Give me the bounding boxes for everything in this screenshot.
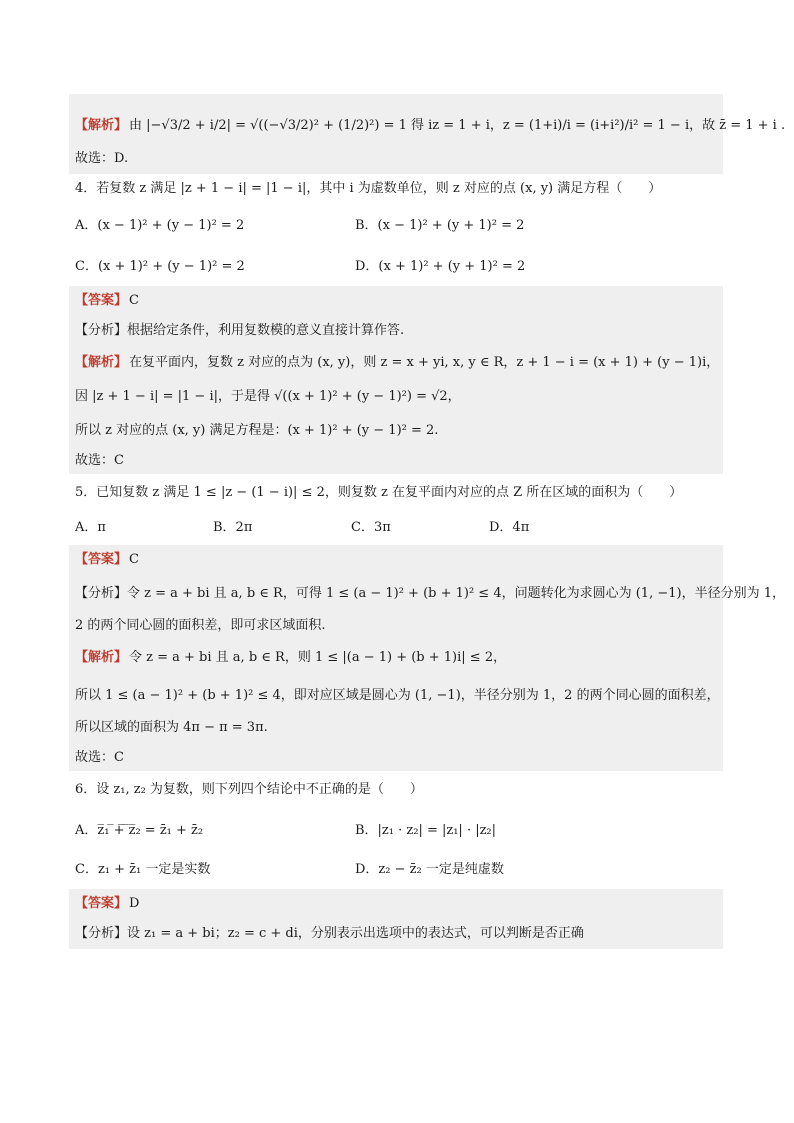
q4-option-b: B．(x − 1)² + (y + 1)² = 2 [355, 218, 525, 233]
q5-option-c: C．3π [351, 520, 391, 535]
q4-question [69, 178, 723, 274]
q4-options-row2 [75, 255, 717, 274]
q5-answer: C [129, 552, 139, 567]
q5-sol3: 所以区域的面积为 4π − π = 3π. [75, 720, 268, 735]
q4-analysis: 根据给定条件，利用复数模的意义直接计算作答. [127, 323, 405, 338]
q3-solution-line [75, 108, 786, 144]
q4-sol3: 所以 z 对应的点 (x, y) 满足方程是：(x + 1)² + (y − 1)² = 2. [75, 423, 439, 438]
q6-option-d: D．z₂ − z̄₂ 一定是纯虚数 [355, 862, 504, 877]
document-page [69, 94, 786, 949]
q6-options-row2 [75, 858, 717, 877]
q6-question [69, 779, 723, 877]
q6-option-b: B．|z₁ · z₂| = |z₁| · |z₂| [355, 823, 497, 838]
q4-option-d: D．(x + 1)² + (y + 1)² = 2 [355, 259, 526, 274]
q4-sol-line1 [75, 354, 720, 372]
q5-answer-line [75, 551, 717, 569]
q5-stem: 5．已知复数 z 满足 1 ≤ |z − (1 − i)| ≤ 2，则复数 z 在复平面内对应的点 Z 所在区域的面积为（ ） [75, 485, 683, 500]
q4-answer-line [75, 292, 717, 310]
fenxi-label: 【分析】 [75, 323, 128, 338]
q5-option-b: B．2π [213, 520, 253, 535]
q5-solution-block [69, 545, 785, 771]
q3-choice: 故选：D. [75, 151, 129, 166]
q4-options-row1 [75, 214, 717, 233]
q4-solution-block [69, 286, 723, 474]
q4-sol1: 在复平面内，复数 z 对应的点为 (x, y)，则 z = x + yi, x, y ∈ R，z + 1 − i = (x + 1) + (y − 1)i， [129, 355, 720, 370]
q4-analysis-line [75, 322, 717, 340]
q6-stem: 6．设 z₁, z₂ 为复数，则下列四个结论中不正确的是（ ） [75, 782, 423, 797]
q5-choice: 故选：C [75, 750, 124, 765]
q5-question [69, 482, 723, 535]
q5-analysis-line1 [75, 585, 785, 603]
q5-sol1: 令 z = a + bi 且 a, b ∈ R，则 1 ≤ |(a − 1) + (b + 1)i| ≤ 2， [129, 650, 507, 665]
q5-analysis1: 令 z = a + bi 且 a, b ∈ R，可得 1 ≤ (a − 1)² + (b + 1)² ≤ 4，问题转化为求圆心为 (1, −1)，半径分别为 1， [127, 586, 785, 601]
daan-label: 【答案】 [75, 552, 128, 567]
q6-option-a: A．z̅₁ ̅+̅ ̅z̅₂ = z̄₁ + z̄₂ [75, 823, 204, 838]
q6-option-c: C．z₁ + z̄₁ 一定是实数 [75, 862, 211, 877]
daan-label: 【答案】 [75, 896, 128, 911]
q4-answer: C [129, 293, 139, 308]
fenxi-label: 【分析】 [75, 926, 128, 941]
q5-sol-line1 [75, 649, 717, 667]
q6-analysis: 设 z₁ = a + bi；z₂ = c + di，分别表示出选项中的表达式，可以判断是否正确 [127, 926, 584, 941]
q5-analysis2: 2 的两个同心圆的面积差，即可求区域面积. [75, 618, 326, 633]
q6-options-row1 [75, 819, 717, 838]
q6-answer: D [129, 896, 140, 911]
q5-sol2: 所以 1 ≤ (a − 1)² + (b + 1)² ≤ 4，即对应区域是圆心为 (1, −1)，半径分别为 1，2 的两个同心圆的面积差， [75, 688, 720, 703]
q6-analysis-line [75, 925, 717, 943]
q5-option-d: D．4π [489, 520, 530, 535]
jiexi-label: 【解析】 [75, 650, 128, 665]
q3-solution-block [69, 94, 786, 174]
fenxi-label: 【分析】 [75, 586, 128, 601]
q6-solution-block [69, 889, 723, 949]
q5-options-row [75, 516, 717, 535]
q4-sol2: 因 |z + 1 − i| = |1 − i|，于是得 √((x + 1)² + (y − 1)²) = √2， [75, 389, 461, 404]
q5-option-a: A．π [75, 520, 106, 535]
jiexi-label: 【解析】 [75, 118, 128, 133]
jiexi-label: 【解析】 [75, 355, 128, 370]
q3-solution-text: 由 |−√3/2 + i/2| = √((−√3/2)² + (1/2)²) = 1 得 iz = 1 + i，z = (1+i)/i = (i+i²)/i² = 1 − i，故 z̄ = 1 + i . [129, 118, 786, 133]
q4-choice: 故选：C [75, 453, 124, 468]
q4-stem: 4．若复数 z 满足 |z + 1 − i| = |1 − i|，其中 i 为虚数单位，则 z 对应的点 (x, y) 满足方程（ ） [75, 181, 662, 196]
q6-answer-line [75, 895, 717, 913]
q4-option-c: C．(x + 1)² + (y − 1)² = 2 [75, 259, 245, 274]
q4-option-a: A．(x − 1)² + (y − 1)² = 2 [75, 218, 245, 233]
daan-label: 【答案】 [75, 293, 128, 308]
